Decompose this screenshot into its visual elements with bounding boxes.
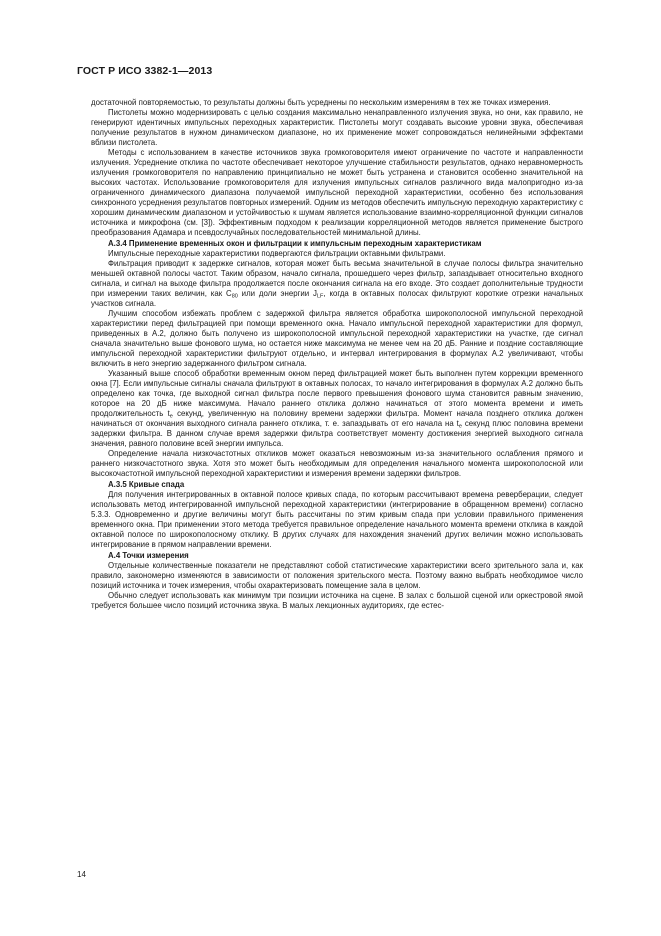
page-number: 14 — [77, 870, 86, 879]
paragraph: Лучшим способом избежать проблем с задержкой фильтра является обработка широкополосной импульсной переходной характеристики перед фильтрацией при помощи временного окна. Начало импульсной переходной характеристики для формул, приведенных в А.2, должно быть получено из широкополосной импульсной переходной характеристики на участке, где сигнал сначала значительно выше фонового шума, но остается ниже максимума не менее чем на 20 дБ. Ранние и поздние составляющие импульсной переходной характеристики фильтруют отдельно, и интервал интегрирования в формулах А.2 увеличивают, чтобы включить в него энергию задержанного фильтром сигнала. — [91, 309, 583, 368]
section-heading-a35: А.3.5 Кривые спада — [108, 480, 185, 489]
paragraph: Обычно следует использовать как минимум три позиции источника на сцене. В залах с большой сценой или оркестровой ямой требуется большее число позиций источника звука. В малых лекционных аудиториях, где естес- — [91, 591, 583, 610]
section-heading-a4: А.4 Точки измерения — [108, 551, 189, 560]
paragraph: Пистолеты можно модернизировать с целью создания максимально ненаправленного излучения звука, но они, как правило, не генерируют идентичных импульсных переходных характеристик. Пистолеты могут создавать высокие уровни звука, обеспечивая получение результатов в нужном динамическом диапазоне, но их применение может сопровождаться нелинейными эффектами вблизи пистолета. — [91, 108, 583, 147]
paragraph: Определение начала низкочастотных откликов может оказаться невозможным из-за значительного ослабления прямого и раннего низкочастотного звука. Хотя это может быть необходимым для определения начального момента широкополосной или высокочастотной импульсной переходной характеристики и измерения времени задержки фильтров. — [91, 449, 583, 478]
paragraph: Для получения интегрированных в октавной полосе кривых спада, по которым рассчитывают времена реверберации, следует использовать метод интегрированной импульсной переходной характеристики (интегрирование в обращенном времени) согласно 5.3.3. Одновременно и другие величины могут быть рассчитаны по этим кривым спада при условии правильного применения временного окна. При применении этого метода требуется правильное определение начального момента времени отклика в каждой октавной полосе по широкополосному отклику. В других случаях для нахождения значений других величин можно использовать интегрирование в прямом направлении времени. — [91, 490, 583, 549]
paragraph: Фильтрация приводит к задержке сигналов, которая может быть весьма значительной в случае полосы фильтра значительно меньшей октавной полосы частот. Таким образом, начало сигнала, прошедшего через фильтр, запаздывает относительно входного сигнала, и сигнал на выходе фильтра продолжается после окончания сигнала на его входе. Это создает дополнительные трудности при измерении таких величин, как $C_{80}$ или доли энергии $J_{LF}$, когда в октавных полосах фильтруют короткие отрезки начальных участков сигнала. — [91, 259, 583, 308]
paragraph: Импульсные переходные характеристики подвергаются фильтрации октавными фильтрами. — [108, 249, 446, 258]
paragraph: достаточной повторяемостью, то результаты должны быть усреднены по нескольким измерениям в тех же точках измерения. — [91, 98, 551, 107]
document-body — [91, 98, 583, 611]
section-heading-a34: А.3.4 Применение временных окон и фильтрации к импульсным переходным характеристикам — [108, 239, 482, 248]
paragraph: Отдельные количественные показатели не представляют собой статистические характеристики всего зрительного зала и, как правило, закономерно изменяются в зависимости от положения зрительского места. Поэтому важно выбрать необходимое число позиций источника и точек измерения, чтобы охарактеризовать помещение зала в целом. — [91, 561, 583, 590]
paragraph: Методы с использованием в качестве источников звука громкоговорителя имеют ограничение по частоте и направленности излучения. Усреднение отклика по частоте обеспечивает некоторое улучшение стабильности результатов, однако неравномерность излучения громкоговорителя по направлению принципиально не может быть устранена и становится особенно значительной на высоких частотах. Использование громкоговорителя для излучения импульсных сигналов различного вида малопригодно из-за ограниченного динамического диапазона получаемой импульсной переходной характеристики, особенно без использования синхронного усреднения результатов повторных измерений. Одним из методов обеспечить импульсную переходную характеристику с хорошим динамическим диапазоном и устойчивостью к шумам является использование взаимно-корреляционной функции сигналов источника и микрофона (см. [3]). Эффективным подходом к реализации корреляционной методов является применение быстрого преобразования Адамара и псевдослучайных последовательностей минимальной длины. — [91, 148, 583, 237]
document-header-title: ГОСТ Р ИСО 3382-1—2013 — [77, 65, 213, 77]
paragraph: Указанный выше способ обработки временным окном перед фильтрацией может быть выполнен путем коррекции временного окна [7]. Если импульсные сигналы сначала фильтруют в октавных полосах, то начало интегрирования в формулах А.2 должно быть определено как точка, где выходной сигнал фильтра после первого превышения фонового шума становится равным значению, которое на 20 дБ ниже максимума. Начало раннего отклика должно начинаться от этого момента времени и иметь продолжительность $t_e$ секунд, увеличенную на половину времени задержки фильтра. Момент начала позднего отклика должен начинаться от окончания выходного сигнала раннего отклика, т. е. запаздывать от его начала на $t_e$ секунд плюс половина времени задержки фильтра. В данном случае время задержки фильтра соответствует моменту достижения энергией выходного сигнала значения, равного половине всей энергии импульса. — [91, 369, 583, 448]
